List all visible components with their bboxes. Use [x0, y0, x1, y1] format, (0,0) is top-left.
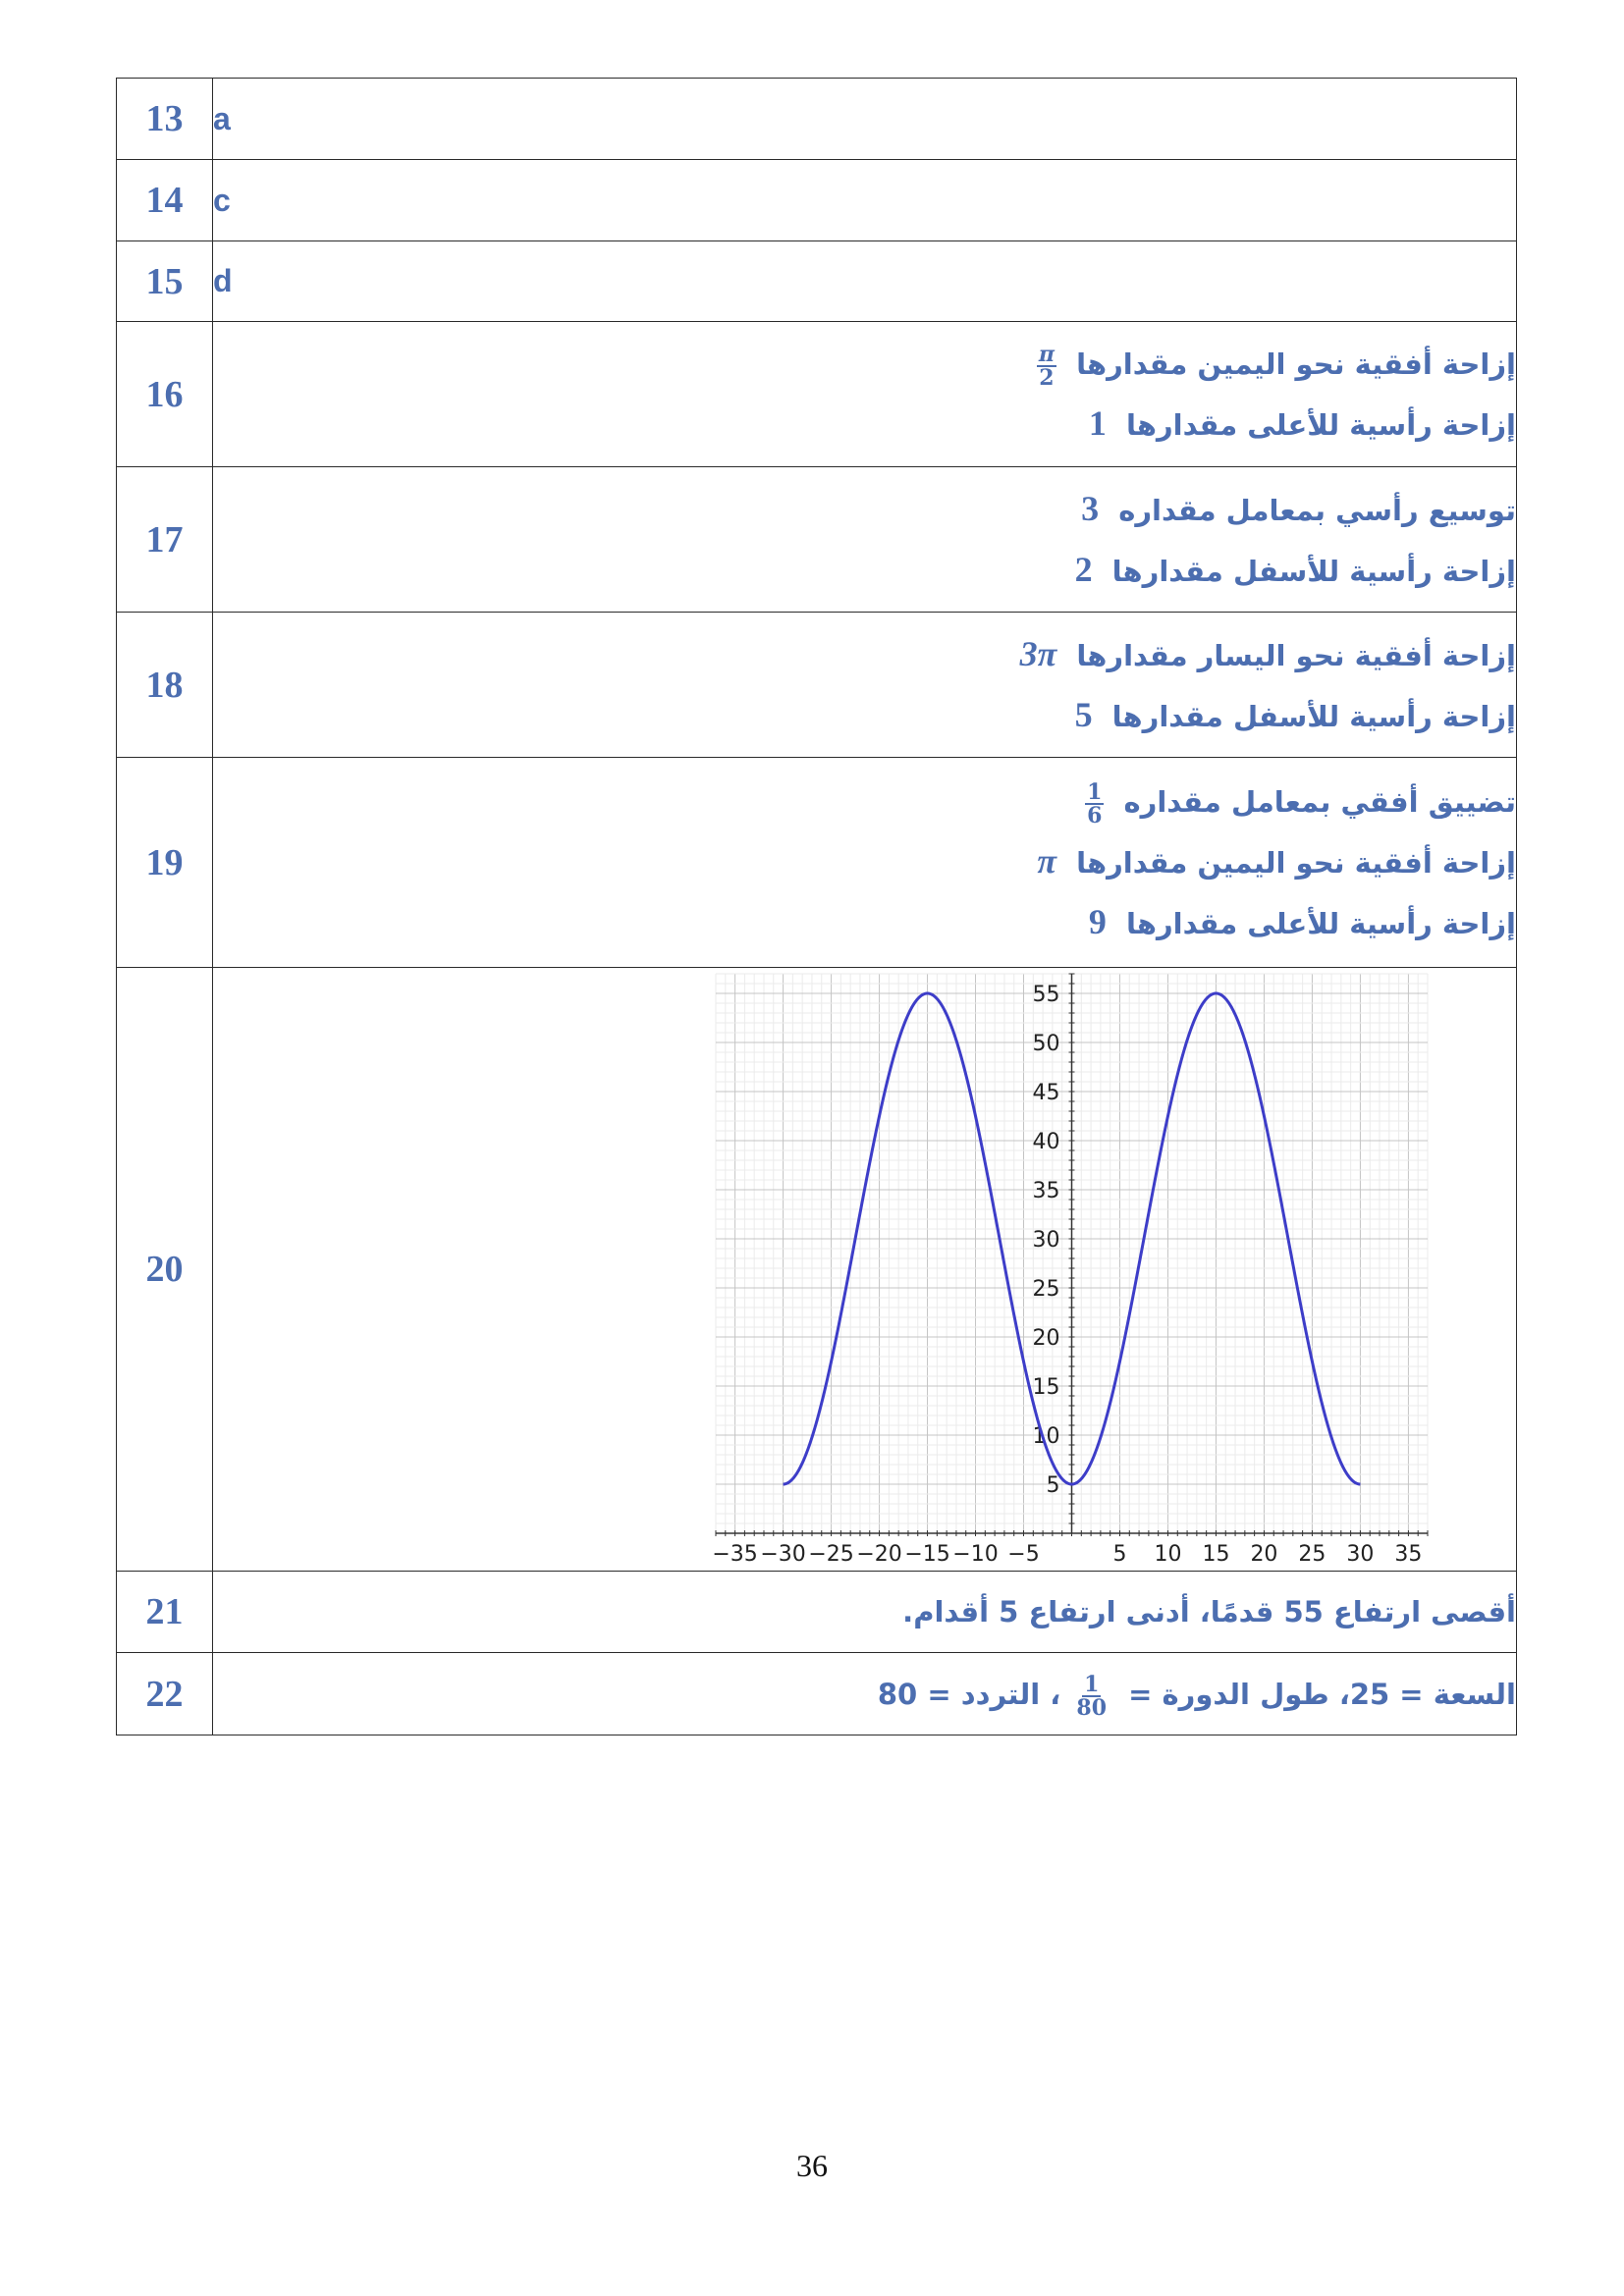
question-number: 16 [117, 322, 213, 467]
answer-value: 3π [1019, 633, 1057, 673]
answer-text: a [213, 79, 1517, 160]
answer-cell [213, 322, 1517, 467]
y-tick-label: 40 [1032, 1130, 1060, 1154]
y-tick-label: 10 [1032, 1424, 1060, 1449]
fraction [1074, 1671, 1109, 1721]
answer-text: إزاحة رأسية للأسفل مقدارها [1111, 554, 1516, 588]
question-number: 22 [117, 1653, 213, 1735]
answer-text: إزاحة أفقية نحو اليمين مقدارها [1076, 347, 1516, 381]
answer-text: تضييق أفقي بمعامل مقداره [1123, 784, 1516, 819]
answer-value: 3 [1081, 488, 1100, 528]
table-row [117, 968, 1517, 1572]
cosine-graph [603, 968, 1447, 1571]
answer-line [213, 540, 1516, 601]
answer-value: 2 [1074, 549, 1093, 589]
answer-cell [213, 467, 1517, 613]
chart-cell [213, 968, 1517, 1572]
answer-line [213, 394, 1516, 454]
answer-value: 9 [1088, 901, 1107, 941]
table-row [117, 241, 1517, 322]
y-tick-label: 30 [1032, 1228, 1060, 1253]
answer-cell [213, 1572, 1517, 1653]
x-tick-label: −20 [856, 1542, 902, 1567]
fraction-denominator: 6 [1087, 802, 1103, 828]
question-number: 15 [117, 241, 213, 322]
x-tick-label: −5 [1007, 1542, 1040, 1567]
y-tick-label: 55 [1032, 983, 1060, 1007]
y-tick-label: 35 [1032, 1179, 1060, 1203]
table-row [117, 160, 1517, 241]
answer-text: إزاحة رأسية للأعلى مقدارها [1125, 906, 1516, 940]
answer-text: إزاحة أفقية نحو اليمين مقدارها [1076, 845, 1516, 880]
table-row [117, 1572, 1517, 1653]
answer-line [213, 335, 1516, 394]
answer-text: توسيع رأسي بمعامل مقداره [1118, 493, 1516, 527]
x-tick-label: 30 [1346, 1542, 1375, 1567]
answer-line [213, 685, 1516, 746]
answer-text: c [213, 160, 1517, 241]
fraction-denominator: 80 [1076, 1694, 1108, 1721]
x-tick-label: 5 [1112, 1542, 1127, 1567]
answer-value: π [1037, 840, 1056, 881]
question-number: 18 [117, 613, 213, 758]
question-number: 17 [117, 467, 213, 613]
fraction [1037, 341, 1056, 391]
answer-cell [213, 1653, 1517, 1735]
fraction-numerator: 1 [1087, 778, 1103, 805]
fraction [1085, 778, 1104, 828]
answer-value: 5 [1074, 694, 1093, 734]
y-tick-label: 5 [1046, 1473, 1060, 1498]
x-tick-label: −15 [904, 1542, 950, 1567]
question-number: 19 [117, 758, 213, 968]
answer-value: 1 [1088, 402, 1107, 443]
answer-line [213, 892, 1516, 953]
answer-table [116, 78, 1517, 1735]
fraction-numerator: π [1038, 341, 1055, 367]
y-tick-label: 25 [1032, 1277, 1060, 1302]
x-tick-label: 35 [1394, 1542, 1423, 1567]
question-number: 13 [117, 79, 213, 160]
question-number: 21 [117, 1572, 213, 1653]
answer-text: d [213, 241, 1517, 322]
answer-line [213, 479, 1516, 540]
table-row [117, 758, 1517, 968]
fraction-denominator: 2 [1039, 364, 1055, 391]
question-number: 20 [117, 968, 213, 1572]
answer-text: إزاحة رأسية للأعلى مقدارها [1125, 407, 1516, 442]
x-tick-label: 10 [1154, 1542, 1182, 1567]
table-row [117, 613, 1517, 758]
answer-text: ، التردد = 80 [877, 1677, 1061, 1711]
x-tick-label: 15 [1202, 1542, 1230, 1567]
answer-line [213, 624, 1516, 685]
page-number: 36 [796, 2148, 828, 2183]
y-tick-label: 50 [1032, 1032, 1060, 1056]
table-row [117, 79, 1517, 160]
answer-line [213, 831, 1516, 892]
answer-text: إزاحة أفقية نحو اليسار مقدارها [1076, 638, 1516, 672]
table-row [117, 322, 1517, 467]
x-tick-label: −30 [760, 1542, 806, 1567]
answer-line [213, 773, 1516, 831]
y-tick-label: 15 [1032, 1375, 1060, 1400]
question-number: 14 [117, 160, 213, 241]
y-tick-label: 45 [1032, 1081, 1060, 1105]
answer-line [213, 1665, 1516, 1724]
fraction-numerator: 1 [1084, 1671, 1100, 1697]
x-tick-label: −10 [952, 1542, 999, 1567]
y-tick-label: 20 [1032, 1326, 1060, 1351]
answer-text: إزاحة رأسية للأسفل مقدارها [1111, 699, 1516, 733]
answer-cell [213, 613, 1517, 758]
answer-text: السعة = 25، طول الدورة = [1128, 1677, 1516, 1711]
table-row [117, 467, 1517, 613]
answer-cell [213, 758, 1517, 968]
x-tick-label: 20 [1250, 1542, 1278, 1567]
x-tick-label: −25 [808, 1542, 854, 1567]
x-tick-label: 25 [1298, 1542, 1326, 1567]
x-tick-label: −35 [712, 1542, 758, 1567]
table-row [117, 1653, 1517, 1735]
answer-text: أقصى ارتفاع 55 قدمًا، أدنى ارتفاع 5 أقدام. [902, 1595, 1516, 1629]
